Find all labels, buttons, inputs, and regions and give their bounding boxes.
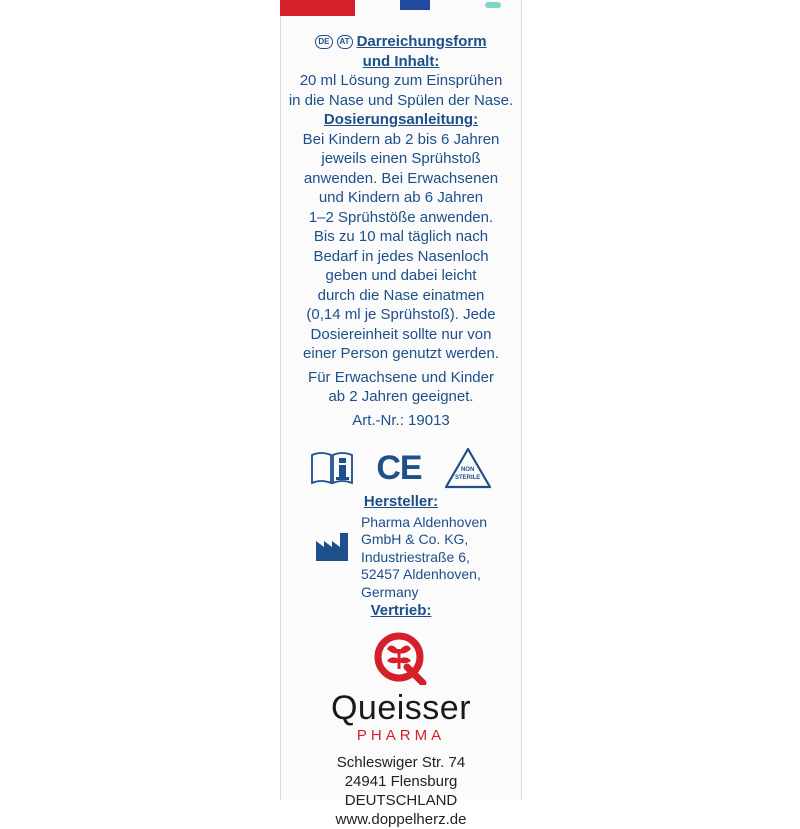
manufacturer-heading: Hersteller: xyxy=(363,493,439,511)
non-sterile-icon xyxy=(444,447,492,489)
dosage-line: Bis zu 10 mal täglich nach xyxy=(313,228,489,246)
teal-print-mark xyxy=(485,2,501,8)
red-print-band xyxy=(280,0,355,16)
dosage-line: 1–2 Sprühstöße anwenden. xyxy=(308,208,494,226)
suitability-line: ab 2 Jahren geeignet. xyxy=(328,388,474,406)
dosage-text xyxy=(283,130,519,364)
dosage-line: Dosiereinheit sollte nur von xyxy=(310,325,492,343)
form-text xyxy=(283,71,519,110)
manufacturer-line: Pharma Aldenhoven xyxy=(360,513,488,530)
manufacturer-line: Industriestraße 6, xyxy=(360,548,470,565)
country-code-at: AT xyxy=(337,35,353,49)
blue-print-mark xyxy=(400,0,430,10)
non-sterile-label-1: NON xyxy=(460,467,475,474)
top-print-strip xyxy=(280,0,522,20)
dosage-line: durch die Nase einatmen xyxy=(317,286,485,304)
dosage-line: Bei Kindern ab 2 bis 6 Jahren xyxy=(302,130,500,148)
manufacturer-block xyxy=(283,514,519,602)
brand-sub: PHARMA xyxy=(356,726,446,744)
form-heading-1: Darreichungsform xyxy=(356,33,487,51)
dosage-line: jeweils einen Sprühstoß xyxy=(321,150,481,168)
form-line: 20 ml Lösung zum Einsprühen xyxy=(299,72,503,90)
website-link: www.doppelherz.de xyxy=(335,810,467,828)
suitability-line: Für Erwachsene und Kinder xyxy=(308,368,494,386)
dosage-line: Bedarf in jedes Nasenloch xyxy=(313,247,489,265)
non-sterile-label-2: STERILE xyxy=(454,475,481,482)
form-heading-2: und Inhalt: xyxy=(362,52,440,70)
address-line: 24941 Flensburg xyxy=(344,772,458,790)
manufacturer-line: 52457 Aldenhoven, xyxy=(360,566,481,583)
article-number: Art.-Nr.: 19013 xyxy=(352,411,450,429)
dosage-line: anwenden. Bei Erwachsenen xyxy=(303,169,499,187)
dosage-line: und Kindern ab 6 Jahren xyxy=(318,189,484,207)
address-line: DEUTSCHLAND xyxy=(344,791,458,809)
manufacturer-address xyxy=(361,514,487,602)
queisser-logo-icon xyxy=(373,631,429,685)
dosage-heading: Dosierungsanleitung: xyxy=(323,111,479,129)
package-text xyxy=(283,30,519,829)
dosage-line: (0,14 ml je Sprühstoß). Jede xyxy=(306,306,496,324)
form-heading-row xyxy=(315,32,486,52)
queisser-logo xyxy=(283,631,519,745)
form-line: in die Nase und Spülen der Nase. xyxy=(288,91,514,109)
country-code-de: DE xyxy=(315,35,332,49)
distributor-address xyxy=(283,753,519,829)
dosage-line: einer Person genutzt werden. xyxy=(303,345,499,363)
address-line: Schleswiger Str. 74 xyxy=(336,753,466,771)
instructions-icon xyxy=(310,450,354,486)
brand-name: Queisser xyxy=(330,688,472,727)
distributor-heading: Vertrieb: xyxy=(370,602,432,620)
manufacturer-icon xyxy=(315,532,351,562)
ce-mark-icon: CE xyxy=(376,449,422,488)
dosage-line: geben und dabei leicht xyxy=(325,267,477,285)
suitability-text xyxy=(283,368,519,407)
regulatory-symbols xyxy=(283,444,519,492)
manufacturer-line: GmbH & Co. KG, xyxy=(360,531,469,548)
manufacturer-line: Germany xyxy=(360,583,419,600)
